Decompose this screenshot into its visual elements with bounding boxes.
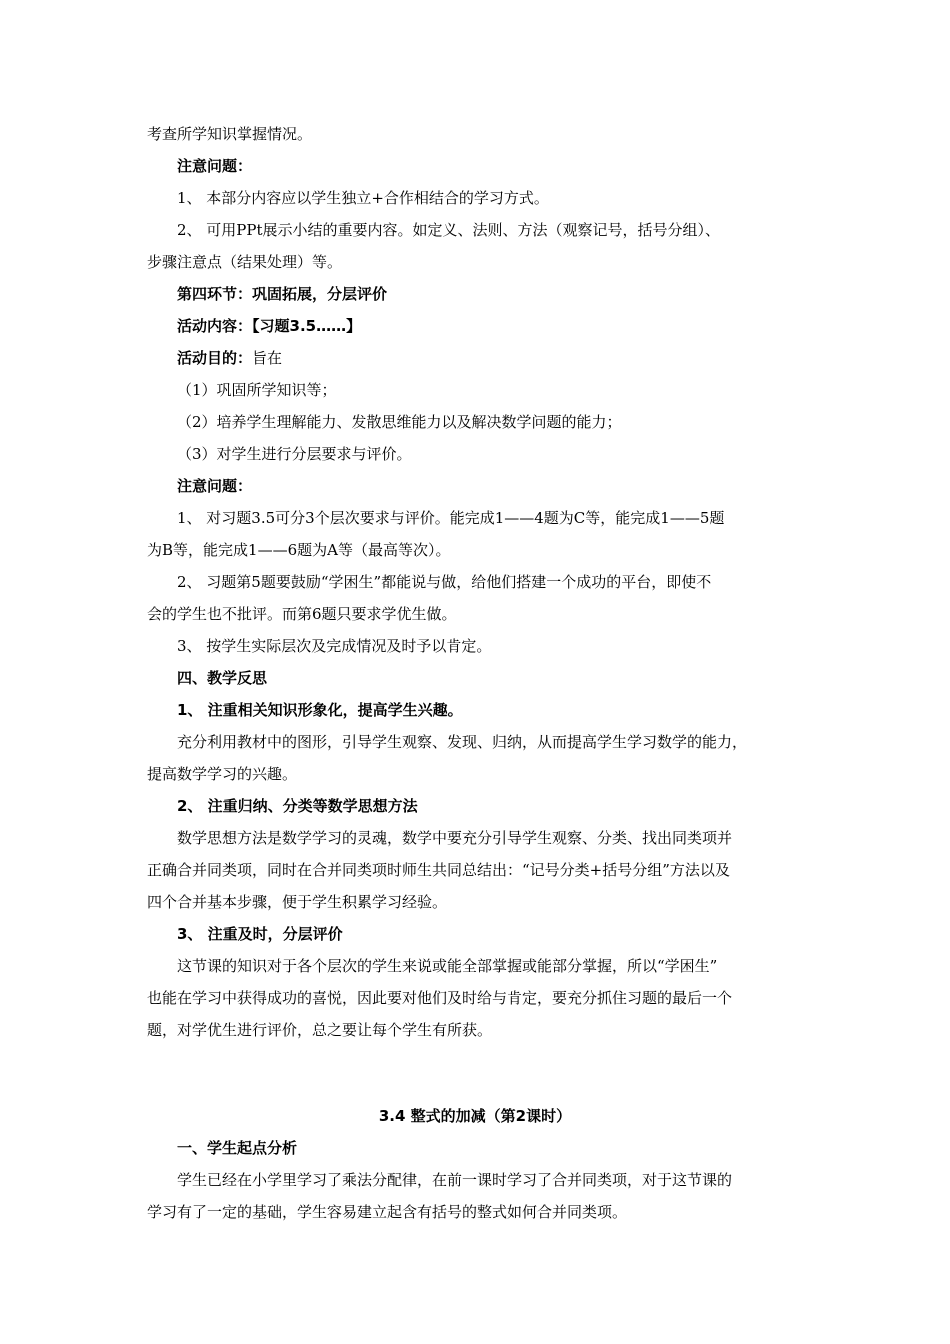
- text-line: 充分利用教材中的图形，引导学生观察、发现、归纳，从而提高学生学习数学的能力，: [177, 733, 748, 751]
- text-line: （2）培养学生理解能力、发散思维能力以及解决数学问题的能力；: [177, 413, 622, 431]
- text-line: 会的学生也不批评。而第6题只要求学优生做。: [147, 605, 457, 623]
- text-line: 1、 对习题3.5可分3个层次要求与评价。能完成1——4题为C等，能完成1——5题: [177, 509, 725, 527]
- text-line: 正确合并同类项，同时在合并同类项时师生共同总结出：“记号分类+括号分组”方法以及: [147, 861, 730, 879]
- heading: 注意问题：: [177, 157, 253, 175]
- text-line: 数学思想方法是数学学习的灵魂，数学中要充分引导学生观察、分类、找出同类项并: [177, 829, 733, 847]
- text-line: 也能在学习中获得成功的喜悦，因此要对他们及时给与肯定，要充分抓住习题的最后一个: [147, 989, 733, 1007]
- text-line: 考查所学知识掌握情况。: [147, 125, 313, 143]
- lesson-title: 3.4 整式的加减（第2课时）: [378, 1107, 572, 1125]
- heading: 第四环节：巩固拓展，分层评价: [177, 285, 388, 303]
- text-line: [177, 347, 282, 369]
- heading: 2、 注重归纳、分类等数学思想方法: [177, 797, 418, 815]
- text-line: 学习有了一定的基础，学生容易建立起含有括号的整式如何合并同类项。: [147, 1203, 628, 1221]
- label-value: 【习题3.5……】: [252, 317, 362, 335]
- text-line: 2、 习题第5题要鼓励“学困生”都能说与做，给他们搭建一个成功的平台，即使不: [177, 573, 712, 591]
- heading: 3、 注重及时，分层评价: [177, 925, 343, 943]
- label: 活动目的：: [177, 349, 253, 367]
- text-line: 四个合并基本步骤，便于学生积累学习经验。: [147, 893, 448, 911]
- text-line: 提高数学学习的兴趣。: [147, 765, 298, 783]
- label-value: 旨在: [252, 349, 283, 367]
- text-line: 3、 按学生实际层次及完成情况及时予以肯定。: [177, 637, 492, 655]
- section-heading: 四、教学反思: [177, 669, 268, 687]
- text-line: 学生已经在小学里学习了乘法分配律，在前一课时学习了合并同类项，对于这节课的: [177, 1171, 733, 1189]
- heading: 1、 注重相关知识形象化，提高学生兴趣。: [177, 701, 463, 719]
- text-line: [177, 315, 361, 337]
- label: 活动内容：: [177, 317, 253, 335]
- text-line: （1）巩固所学知识等；: [177, 381, 337, 399]
- text-line: 为B等，能完成1——6题为A等（最高等次）。: [147, 541, 451, 559]
- text-line: 2、 可用PPt展示小结的重要内容。如定义、法则、方法（观察记号，括号分组）、: [177, 221, 721, 239]
- section-heading: 一、学生起点分析: [177, 1139, 298, 1157]
- text-line: 步骤注意点（结果处理）等。: [147, 253, 343, 271]
- text-line: 这节课的知识对于各个层次的学生来说或能全部掌握或能部分掌握，所以“学困生”: [177, 957, 718, 975]
- text-line: 题，对学优生进行评价，总之要让每个学生有所获。: [147, 1021, 493, 1039]
- text-line: （3）对学生进行分层要求与评价。: [177, 445, 412, 463]
- text-line: 1、 本部分内容应以学生独立+合作相结合的学习方式。: [177, 189, 549, 207]
- heading: 注意问题：: [177, 477, 253, 495]
